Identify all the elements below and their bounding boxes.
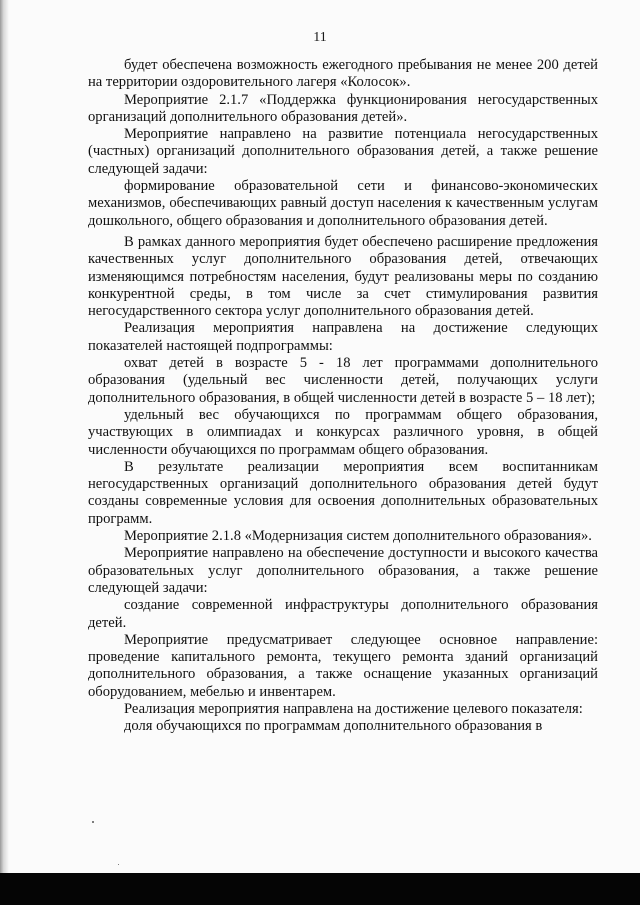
paragraph-5: В рамках данного мероприятия будет обеспечено расширение предложения качественных услуг дополнительного образования детей, отвечающих изменяющимся потребностям населения, будут реализованы меры по созданию конкурентной среды, в том числе за счет стимулирования развития негосударственного сектора услуг дополнительного образования детей. bbox=[88, 233, 598, 320]
paragraph-14: Реализация мероприятия направлена на достижение целевого показателя: bbox=[124, 700, 583, 717]
paragraph-8: удельный вес обучающихся по программам общего образования, участвующих в олимпиадах и конкурсах различного уровня, в общей численности обучающихся по программам общего образования. bbox=[88, 406, 598, 458]
paragraph-12: создание современной инфраструктуры дополнительного образования детей. bbox=[88, 597, 598, 631]
paragraph-13: Мероприятие предусматривает следующее основное направление: проведение капитального ремонта, текущего ремонта зданий организаций дополнительного образования, а также оснащение указанных организаций оборудованием, мебелью и инвентарем. bbox=[88, 631, 598, 700]
scan-speck bbox=[118, 864, 119, 865]
document-body bbox=[88, 57, 598, 736]
page-number: 11 bbox=[313, 30, 327, 45]
paragraph-3: Мероприятие направлено на развитие потенциала негосударственных (частных) организаций дополнительного образования детей, а также решение следующей задачи: bbox=[88, 126, 598, 177]
paragraph-2: Мероприятие 2.1.7 «Поддержка функционирования негосударственных организаций дополнительного образования детей». bbox=[88, 91, 598, 125]
scan-edge-shadow bbox=[0, 0, 9, 905]
scan-speck bbox=[92, 821, 94, 823]
paragraph-1: будет обеспечена возможность ежегодного пребывания не менее 200 детей на территории оздоровительного лагеря «Колосок». bbox=[88, 57, 598, 91]
paragraph-11: Мероприятие направлено на обеспечение доступности и высокого качества образовательных услуг дополнительного образования, а также решение следующей задачи: bbox=[88, 545, 598, 596]
paragraph-15: доля обучающихся по программам дополнительного образования в bbox=[124, 718, 543, 735]
paragraph-9: В результате реализации мероприятия всем воспитанникам негосударственных организаций дополнительного образования детей будут созданы современные условия для освоения дополнительных образовательных программ. bbox=[88, 458, 598, 527]
paragraph-6: Реализация мероприятия направлена на достижение следующих показателей настоящей подпрограммы: bbox=[88, 320, 598, 354]
paragraph-4: формирование образовательной сети и финансово-экономических механизмов, обеспечивающих равный доступ населения к качественным услугам дошкольного, общего образования и дополнительного образования детей. bbox=[88, 178, 598, 229]
paragraph-7: охват детей в возрасте 5 - 18 лет программами дополнительного образования (удельный вес численности детей, получающих услуги дополнительного образования, в общей численности детей в возрасте 5 – 18 лет); bbox=[88, 355, 598, 406]
paragraph-10: Мероприятие 2.1.8 «Модернизация систем дополнительного образования». bbox=[124, 528, 592, 545]
scan-bottom-border bbox=[0, 873, 640, 905]
